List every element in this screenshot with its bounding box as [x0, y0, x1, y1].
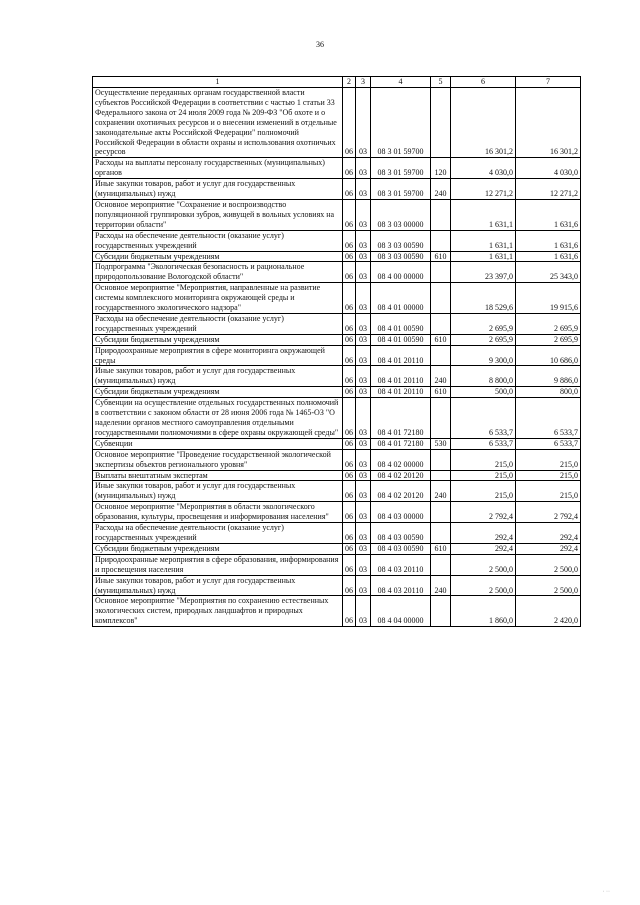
- row-expense-type-code: 610: [431, 334, 451, 345]
- row-amount-year-2: 2 695,9: [516, 313, 581, 334]
- row-description: Основное мероприятие "Мероприятия по сохранению естественных экологических систем, природных ландшафтов и природных комплексов": [93, 596, 343, 627]
- table-row: [93, 179, 581, 200]
- row-amount-year-2: 2 500,0: [516, 575, 581, 596]
- row-amount-year-2: 2 792,4: [516, 502, 581, 523]
- row-amount-year-2: 2 420,0: [516, 596, 581, 627]
- row-amount-year-2: 6 533,7: [516, 398, 581, 439]
- row-target-item-code: 08 4 03 00590: [371, 543, 431, 554]
- row-expense-type-code: [431, 596, 451, 627]
- row-amount-year-2: 25 343,0: [516, 262, 581, 283]
- row-expense-type-code: 240: [431, 575, 451, 596]
- row-amount-year-2: 2 695,9: [516, 334, 581, 345]
- row-expense-type-code: 530: [431, 438, 451, 449]
- table-row: [93, 575, 581, 596]
- row-target-item-code: 08 3 03 00000: [371, 199, 431, 230]
- row-subsection-code: 03: [356, 398, 371, 439]
- row-expense-type-code: 610: [431, 543, 451, 554]
- row-target-item-code: 08 4 03 20110: [371, 554, 431, 575]
- row-amount-year-2: 292,4: [516, 523, 581, 544]
- row-section-code: 06: [343, 398, 356, 439]
- row-description: Расходы на обеспечение деятельности (оказание услуг) государственных учреждений: [93, 523, 343, 544]
- row-amount-year-2: 19 915,6: [516, 283, 581, 314]
- header-cell: 3: [356, 77, 371, 88]
- row-target-item-code: 08 4 01 72180: [371, 398, 431, 439]
- row-section-code: 06: [343, 158, 356, 179]
- row-description: Расходы на выплаты персоналу государственных (муниципальных) органов: [93, 158, 343, 179]
- table-row: [93, 398, 581, 439]
- table-row: [93, 554, 581, 575]
- table-header-row: [93, 77, 581, 88]
- row-description: Субвенции на осуществление отдельных государственных полномочий в соответствии с законом области от 28 июня 2006 года № 1465-ОЗ "О наделении органов местного самоуправления отдельными государственными полномочиями в сфере охраны окружающей среды": [93, 398, 343, 439]
- row-target-item-code: 08 4 01 72180: [371, 438, 431, 449]
- row-amount-year-2: 4 030,0: [516, 158, 581, 179]
- row-description: Субсидии бюджетным учреждениям: [93, 543, 343, 554]
- row-target-item-code: 08 4 01 00590: [371, 313, 431, 334]
- row-expense-type-code: [431, 88, 451, 158]
- row-amount-year-1: 12 271,2: [451, 179, 516, 200]
- row-amount-year-1: 9 300,0: [451, 345, 516, 366]
- row-description: Природоохранные мероприятия в сфере образования, информирования и просвещения населения: [93, 554, 343, 575]
- row-section-code: 06: [343, 502, 356, 523]
- row-amount-year-2: 215,0: [516, 470, 581, 481]
- row-amount-year-2: 1 631,6: [516, 199, 581, 230]
- table-row: [93, 449, 581, 470]
- row-amount-year-1: 1 631,1: [451, 230, 516, 251]
- row-expense-type-code: 240: [431, 366, 451, 387]
- row-description: Иные закупки товаров, работ и услуг для государственных (муниципальных) нужд: [93, 179, 343, 200]
- row-amount-year-2: 1 631,6: [516, 230, 581, 251]
- row-expense-type-code: 610: [431, 251, 451, 262]
- row-section-code: 06: [343, 470, 356, 481]
- row-target-item-code: 08 4 03 20110: [371, 575, 431, 596]
- row-description: Выплаты внештатным экспертам: [93, 470, 343, 481]
- row-description: Субсидии бюджетным учреждениям: [93, 387, 343, 398]
- table-row: [93, 596, 581, 627]
- row-amount-year-1: 1 631,1: [451, 199, 516, 230]
- row-subsection-code: 03: [356, 481, 371, 502]
- row-amount-year-1: 2 500,0: [451, 575, 516, 596]
- row-amount-year-1: 215,0: [451, 481, 516, 502]
- row-section-code: 06: [343, 575, 356, 596]
- row-section-code: 06: [343, 251, 356, 262]
- row-amount-year-1: 23 397,0: [451, 262, 516, 283]
- row-subsection-code: 03: [356, 334, 371, 345]
- table-row: [93, 470, 581, 481]
- row-section-code: 06: [343, 366, 356, 387]
- row-description: Основное мероприятие "Сохранение и воспроизводство популяционной группировки зубров, живущей в вольных условиях на территории области": [93, 199, 343, 230]
- header-cell: 5: [431, 77, 451, 88]
- row-amount-year-1: 215,0: [451, 470, 516, 481]
- header-cell: 1: [93, 77, 343, 88]
- row-description: Иные закупки товаров, работ и услуг для государственных (муниципальных) нужд: [93, 481, 343, 502]
- row-amount-year-1: 215,0: [451, 449, 516, 470]
- table-row: [93, 523, 581, 544]
- row-description: Осуществление переданных органам государственной власти субъектов Российской Федерации в соответствии с частью 1 статьи 33 Федерального закона от 24 июля 2009 года № 209-ФЗ "Об охоте и о сохранении охотничьих ресурсов и о внесении изменений в отдельные законодательные акты Российской Федерации" полномочий Российской Федерации в области охраны и использования охотничьих ресурсов: [93, 88, 343, 158]
- table-row: [93, 230, 581, 251]
- row-amount-year-2: 2 500,0: [516, 554, 581, 575]
- row-subsection-code: 03: [356, 262, 371, 283]
- row-target-item-code: 08 4 01 20110: [371, 387, 431, 398]
- row-expense-type-code: [431, 313, 451, 334]
- row-amount-year-1: 8 800,0: [451, 366, 516, 387]
- row-subsection-code: 03: [356, 313, 371, 334]
- row-target-item-code: 08 4 00 00000: [371, 262, 431, 283]
- row-section-code: 06: [343, 313, 356, 334]
- row-amount-year-2: 16 301,2: [516, 88, 581, 158]
- row-amount-year-1: 6 533,7: [451, 398, 516, 439]
- table-row: [93, 313, 581, 334]
- header-cell: 7: [516, 77, 581, 88]
- row-amount-year-1: 2 695,9: [451, 334, 516, 345]
- row-target-item-code: 08 4 01 00000: [371, 283, 431, 314]
- row-description: Основное мероприятие "Мероприятия в области экологического образования, культуры, просвещения и информирования населения": [93, 502, 343, 523]
- table-row: [93, 334, 581, 345]
- page-number: 36: [316, 40, 324, 49]
- row-subsection-code: 03: [356, 596, 371, 627]
- row-target-item-code: 08 4 03 00590: [371, 523, 431, 544]
- table-body: [93, 88, 581, 627]
- row-subsection-code: 03: [356, 575, 371, 596]
- row-subsection-code: 03: [356, 470, 371, 481]
- row-description: Субсидии бюджетным учреждениям: [93, 334, 343, 345]
- row-expense-type-code: 240: [431, 179, 451, 200]
- row-subsection-code: 03: [356, 387, 371, 398]
- budget-table: [92, 76, 581, 627]
- row-description: Расходы на обеспечение деятельности (оказание услуг) государственных учреждений: [93, 230, 343, 251]
- row-amount-year-1: 1 631,1: [451, 251, 516, 262]
- row-target-item-code: 08 3 03 00590: [371, 251, 431, 262]
- row-section-code: 06: [343, 283, 356, 314]
- row-section-code: 06: [343, 438, 356, 449]
- row-description: Подпрограмма "Экологическая безопасность и рациональное природопользование Вологодской области": [93, 262, 343, 283]
- row-subsection-code: 03: [356, 438, 371, 449]
- row-description: Субсидии бюджетным учреждениям: [93, 251, 343, 262]
- row-section-code: 06: [343, 523, 356, 544]
- row-amount-year-1: 500,0: [451, 387, 516, 398]
- row-section-code: 06: [343, 481, 356, 502]
- row-section-code: 06: [343, 387, 356, 398]
- row-subsection-code: 03: [356, 449, 371, 470]
- table-row: [93, 481, 581, 502]
- row-amount-year-1: 1 860,0: [451, 596, 516, 627]
- row-subsection-code: 03: [356, 158, 371, 179]
- row-expense-type-code: 120: [431, 158, 451, 179]
- row-expense-type-code: [431, 199, 451, 230]
- table-row: [93, 283, 581, 314]
- table-row: [93, 158, 581, 179]
- row-amount-year-1: 292,4: [451, 543, 516, 554]
- row-section-code: 06: [343, 334, 356, 345]
- row-amount-year-2: 215,0: [516, 481, 581, 502]
- row-target-item-code: 08 3 01 59700: [371, 179, 431, 200]
- row-expense-type-code: [431, 470, 451, 481]
- row-description: Расходы на обеспечение деятельности (оказание услуг) государственных учреждений: [93, 313, 343, 334]
- header-cell: 4: [371, 77, 431, 88]
- row-target-item-code: 08 4 03 00000: [371, 502, 431, 523]
- row-target-item-code: 08 4 02 00000: [371, 449, 431, 470]
- table-row: [93, 366, 581, 387]
- row-amount-year-2: 6 533,7: [516, 438, 581, 449]
- row-subsection-code: 03: [356, 345, 371, 366]
- row-amount-year-1: 16 301,2: [451, 88, 516, 158]
- row-section-code: 06: [343, 262, 356, 283]
- row-section-code: 06: [343, 449, 356, 470]
- row-description: Основное мероприятие "Мероприятия, направленные на развитие системы комплексного мониторинга окружающей среды и государственного экологического надзора": [93, 283, 343, 314]
- row-expense-type-code: [431, 523, 451, 544]
- row-subsection-code: 03: [356, 502, 371, 523]
- row-subsection-code: 03: [356, 554, 371, 575]
- row-target-item-code: 08 4 01 20110: [371, 345, 431, 366]
- row-expense-type-code: [431, 554, 451, 575]
- row-subsection-code: 03: [356, 88, 371, 158]
- row-section-code: 06: [343, 199, 356, 230]
- row-expense-type-code: [431, 398, 451, 439]
- table-row: [93, 199, 581, 230]
- table-row: [93, 262, 581, 283]
- row-subsection-code: 03: [356, 523, 371, 544]
- row-subsection-code: 03: [356, 543, 371, 554]
- row-section-code: 06: [343, 554, 356, 575]
- header-cell: 2: [343, 77, 356, 88]
- row-description: Субвенции: [93, 438, 343, 449]
- row-section-code: 06: [343, 230, 356, 251]
- table-row: [93, 438, 581, 449]
- row-amount-year-1: 4 030,0: [451, 158, 516, 179]
- row-subsection-code: 03: [356, 283, 371, 314]
- row-amount-year-1: 292,4: [451, 523, 516, 544]
- row-description: Иные закупки товаров, работ и услуг для государственных (муниципальных) нужд: [93, 575, 343, 596]
- row-section-code: 06: [343, 596, 356, 627]
- table-row: [93, 543, 581, 554]
- row-section-code: 06: [343, 345, 356, 366]
- row-amount-year-2: 800,0: [516, 387, 581, 398]
- footer-mark: · ··: [602, 889, 610, 895]
- row-expense-type-code: [431, 345, 451, 366]
- row-subsection-code: 03: [356, 251, 371, 262]
- row-target-item-code: 08 4 04 00000: [371, 596, 431, 627]
- row-target-item-code: 08 4 01 00590: [371, 334, 431, 345]
- table-row: [93, 345, 581, 366]
- table-row: [93, 502, 581, 523]
- row-section-code: 06: [343, 88, 356, 158]
- row-amount-year-2: 10 686,0: [516, 345, 581, 366]
- table-row: [93, 387, 581, 398]
- row-amount-year-2: 9 886,0: [516, 366, 581, 387]
- row-expense-type-code: 240: [431, 481, 451, 502]
- row-amount-year-1: 2 792,4: [451, 502, 516, 523]
- row-expense-type-code: [431, 262, 451, 283]
- row-description: Иные закупки товаров, работ и услуг для государственных (муниципальных) нужд: [93, 366, 343, 387]
- row-amount-year-1: 2 695,9: [451, 313, 516, 334]
- row-section-code: 06: [343, 543, 356, 554]
- row-amount-year-2: 12 271,2: [516, 179, 581, 200]
- row-description: Основное мероприятие "Проведение государственной экологической экспертизы объектов регионального уровня": [93, 449, 343, 470]
- header-cell: 6: [451, 77, 516, 88]
- row-section-code: 06: [343, 179, 356, 200]
- row-expense-type-code: 610: [431, 387, 451, 398]
- row-expense-type-code: [431, 449, 451, 470]
- row-subsection-code: 03: [356, 179, 371, 200]
- row-target-item-code: 08 4 02 20120: [371, 481, 431, 502]
- row-amount-year-2: 215,0: [516, 449, 581, 470]
- row-expense-type-code: [431, 283, 451, 314]
- row-amount-year-1: 2 500,0: [451, 554, 516, 575]
- row-subsection-code: 03: [356, 230, 371, 251]
- table-row: [93, 251, 581, 262]
- row-subsection-code: 03: [356, 366, 371, 387]
- row-amount-year-2: 1 631,6: [516, 251, 581, 262]
- row-target-item-code: 08 4 01 20110: [371, 366, 431, 387]
- row-expense-type-code: [431, 502, 451, 523]
- row-expense-type-code: [431, 230, 451, 251]
- row-target-item-code: 08 3 03 00590: [371, 230, 431, 251]
- table-row: [93, 88, 581, 158]
- row-amount-year-1: 6 533,7: [451, 438, 516, 449]
- row-subsection-code: 03: [356, 199, 371, 230]
- row-target-item-code: 08 4 02 20120: [371, 470, 431, 481]
- row-target-item-code: 08 3 01 59700: [371, 158, 431, 179]
- row-description: Природоохранные мероприятия в сфере мониторинга окружающей среды: [93, 345, 343, 366]
- row-target-item-code: 08 3 01 59700: [371, 88, 431, 158]
- row-amount-year-1: 18 529,6: [451, 283, 516, 314]
- row-amount-year-2: 292,4: [516, 543, 581, 554]
